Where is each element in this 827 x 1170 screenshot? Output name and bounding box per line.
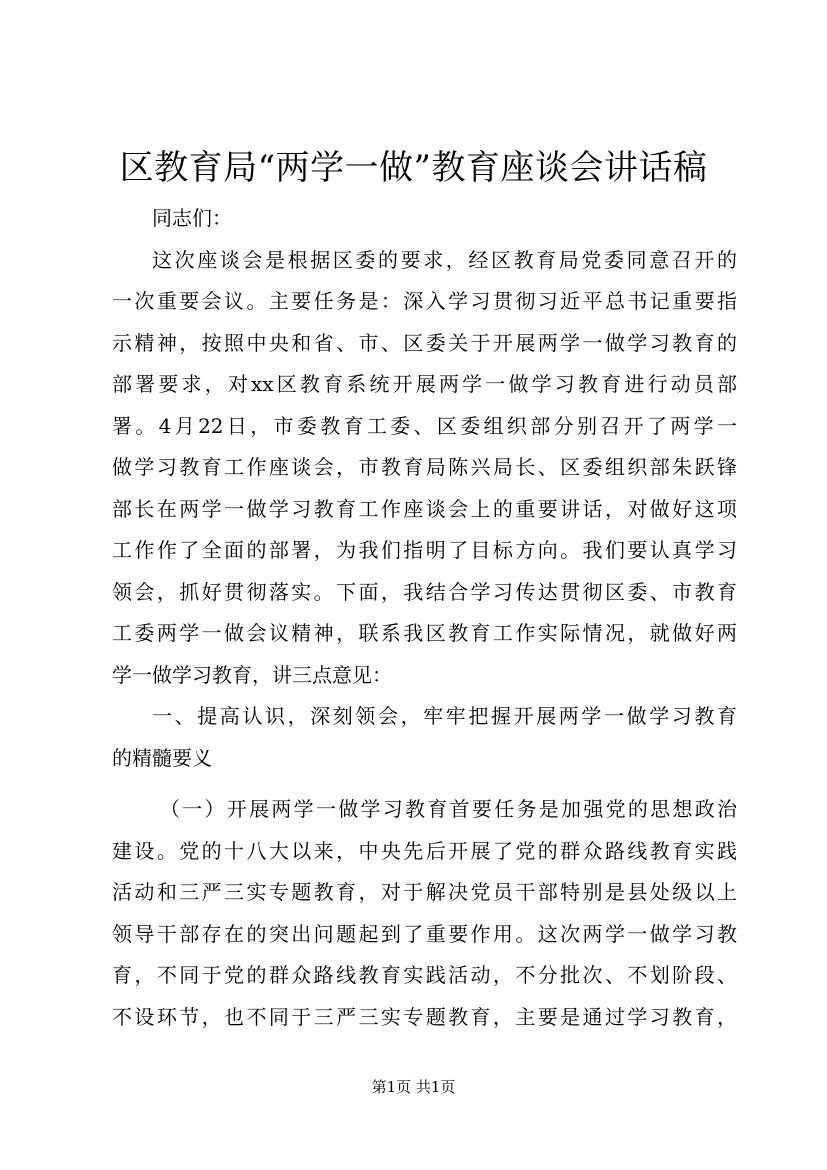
text-line: 做学习教育工作座谈会，市教育局陈兴局长、区委组织部朱跃锋	[112, 455, 737, 479]
text-line: 一次重要会议。主要任务是：深入学习贯彻习近平总书记重要指	[112, 289, 737, 313]
paragraph-gap	[112, 779, 737, 789]
text-line: 活动和三严三实专题教育，对于解决党员干部特别是县处级以上	[112, 880, 737, 904]
text-line: （一）开展两学一做学习教育首要任务是加强党的思想政治	[160, 797, 737, 821]
text-line: 同志们：	[152, 206, 232, 230]
text-line: 领会，抓好贯彻落实。下面，我结合学习传达贯彻区委、市教育	[112, 579, 737, 604]
document-body	[112, 198, 737, 1038]
text-line: 这次座谈会是根据区委的要求，经区教育局党委同意召开的	[152, 247, 737, 272]
text-line: 育，不同于党的群众路线教育实践活动，不分批次、不划阶段、	[112, 963, 737, 987]
text-line: 领导干部存在的突出问题起到了重要作用。这次两学一做学习教	[112, 921, 737, 946]
page-footer: 第1页 共1页	[371, 1078, 456, 1096]
text-line: 示精神，按照中央和省、市、区委关于开展两学一做学习教育的	[112, 330, 737, 355]
text-line: 建设。党的十八大以来，中央先后开展了党的群众路线教育实践	[112, 838, 737, 863]
text-line: 学一做学习教育，讲三点意见：	[112, 662, 392, 687]
text-line: 一、提高认识，深刻领会，牢牢把握开展两学一做学习教育	[152, 704, 737, 728]
document-title: 区教育局“两学一做”教育座谈会讲话稿	[119, 148, 708, 188]
text-line: 的精髓要义	[112, 745, 212, 770]
text-line: 不设环节，也不同于三严三实专题教育，主要是通过学习教育，	[112, 1004, 737, 1029]
text-line: 部长在两学一做学习教育工作座谈会上的重要讲话，对做好这项	[112, 496, 737, 521]
text-line: 署。4月22日，市委教育工委、区委组织部分别召开了两学一	[112, 413, 737, 438]
text-line: 工作作了全面的部署，为我们指明了目标方向。我们要认真学习	[112, 538, 737, 562]
text-line: 工委两学一做会议精神，联系我区教育工作实际情况，就做好两	[112, 621, 737, 645]
text-line: 部署要求，对xx区教育系统开展两学一做学习教育进行动员部	[112, 372, 737, 396]
